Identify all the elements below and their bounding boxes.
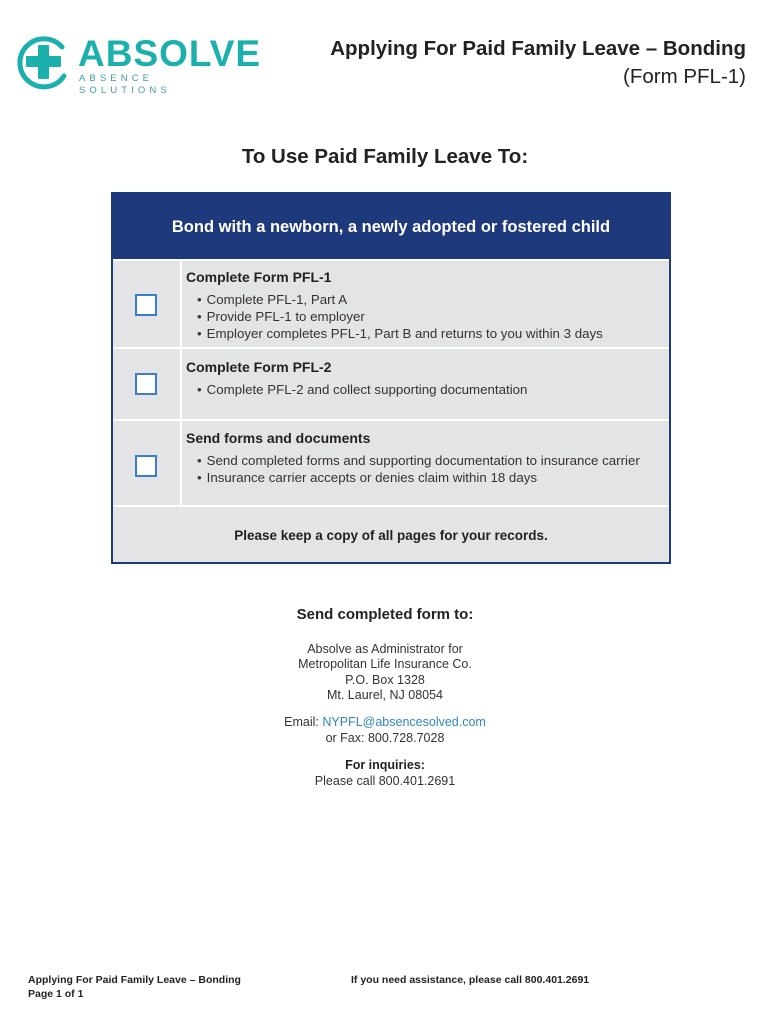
footer-assistance: If you need assistance, please call 800.401.2691 <box>351 974 590 986</box>
checklist-row <box>113 421 669 505</box>
list-item: • Send completed forms and supporting documentation to insurance carrier <box>197 452 640 469</box>
inquiries-phone: Please call 800.401.2691 <box>314 774 456 788</box>
fax-number: or Fax: 800.728.7028 <box>325 731 445 745</box>
list-item: • Insurance carrier accepts or denies claim within 18 days <box>197 469 640 486</box>
list-item: • Complete PFL-1, Part A <box>197 291 603 308</box>
step-2-bullets <box>197 381 527 398</box>
step-1-bullets <box>197 291 603 342</box>
checklist-row <box>113 349 669 419</box>
checklist-row <box>113 261 669 347</box>
address-line: Metropolitan Life Insurance Co. <box>298 657 472 671</box>
step-3-title: Send forms and documents <box>186 430 371 446</box>
logo-wordmark: ABSOLVE <box>78 33 262 74</box>
step-2-checkbox[interactable] <box>135 373 157 395</box>
records-note: Please keep a copy of all pages for your records. <box>113 507 669 562</box>
list-item: • Provide PFL-1 to employer <box>197 308 603 325</box>
footer-page-number: Page 1 of 1 <box>28 988 84 1000</box>
step-1-checkbox[interactable] <box>135 294 157 316</box>
footer-document-info <box>28 973 241 1001</box>
company-logo <box>14 32 262 96</box>
send-to-heading: Send completed form to: <box>296 606 474 623</box>
step-1-title: Complete Form PFL-1 <box>186 269 332 285</box>
card-header: Bond with a newborn, a newly adopted or fostered child <box>113 194 669 259</box>
list-item: • Complete PFL-2 and collect supporting documentation <box>197 381 527 398</box>
section-heading: To Use Paid Family Leave To: <box>241 145 529 168</box>
inquiries-heading: For inquiries: <box>345 758 425 772</box>
document-subtitle: (Form PFL-1) <box>623 65 746 88</box>
address-line: Mt. Laurel, NJ 08054 <box>326 688 444 702</box>
footer-doc-name: Applying For Paid Family Leave – Bonding <box>28 974 241 986</box>
step-3-checkbox[interactable] <box>135 455 157 477</box>
step-2-title: Complete Form PFL-2 <box>186 359 332 375</box>
address-line: P.O. Box 1328 <box>345 673 425 687</box>
list-item: • Employer completes PFL-1, Part B and returns to you within 3 days <box>197 325 603 342</box>
document-title: Applying For Paid Family Leave – Bonding <box>330 37 746 60</box>
medical-cross-icon <box>14 32 72 92</box>
checklist-card <box>111 192 671 564</box>
address-line: Absolve as Administrator for <box>307 642 463 656</box>
email-row <box>0 715 770 729</box>
logo-tagline: ABSENCE SOLUTIONS <box>79 73 171 96</box>
email-label: Email: <box>284 715 319 729</box>
email-link[interactable]: NYPFL@absencesolved.com <box>322 715 486 729</box>
step-3-bullets <box>197 452 640 486</box>
